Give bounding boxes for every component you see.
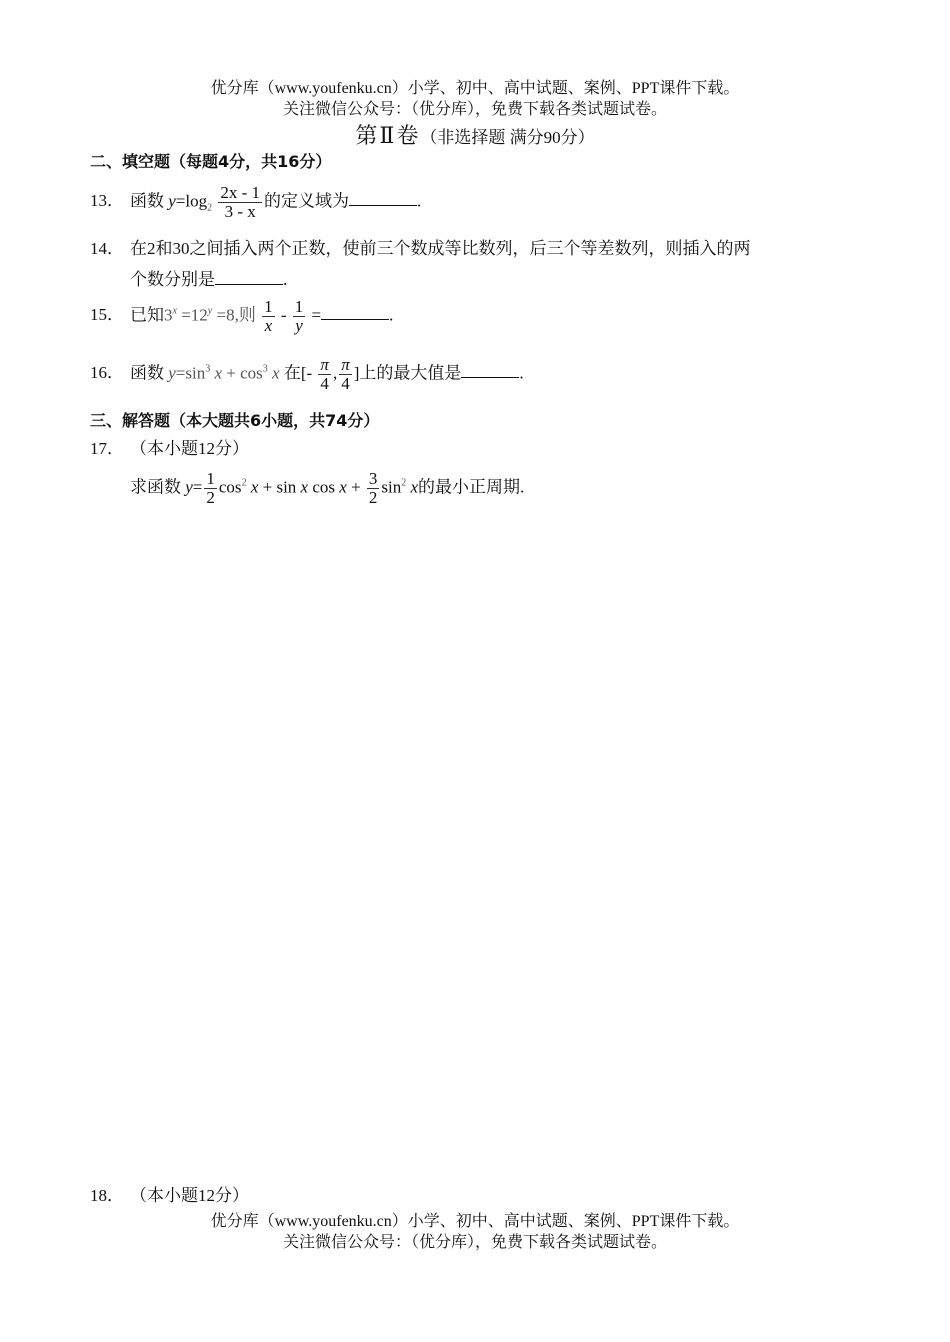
question-16 xyxy=(90,356,524,393)
q15-end: . xyxy=(389,305,394,325)
q15-f1-den: x xyxy=(264,316,273,335)
q13-answer-blank xyxy=(349,187,417,206)
q17-f2-den: 2 xyxy=(368,488,378,507)
question-17-body xyxy=(130,470,524,507)
question-15-number: 15． xyxy=(90,305,124,325)
q13-base: 2 xyxy=(207,202,213,214)
q16-tail: ]上的最大值是 xyxy=(353,363,462,383)
q15-y-exp: y xyxy=(207,305,213,317)
q16-comma: , xyxy=(332,363,338,383)
q16-lead: 函数 xyxy=(130,363,164,383)
q16-x-1: x xyxy=(214,363,223,383)
q17-lead: 求函数 xyxy=(130,477,181,497)
q15-three: 3 xyxy=(164,305,173,325)
q16-in: 在[- xyxy=(283,363,313,383)
q18-score: （本小题12分） xyxy=(130,1186,249,1205)
q16-fraction-1 xyxy=(318,356,331,393)
q17-fraction-1 xyxy=(204,470,217,507)
q15-lead: 已知 xyxy=(130,305,164,325)
q17-score: （本小题12分） xyxy=(130,439,249,458)
q14-end: . xyxy=(283,270,288,289)
q17-f2-num: 3 xyxy=(368,469,378,488)
q17-f1-num: 1 xyxy=(206,469,215,488)
q13-lead: 函数 xyxy=(130,191,164,211)
q16-cube-1: 3 xyxy=(205,363,211,375)
question-14-number: 14． xyxy=(90,239,124,258)
q15-fraction-2 xyxy=(293,298,306,335)
q15-fraction-1 xyxy=(262,298,275,335)
q13-eq-log: =log xyxy=(175,191,208,211)
q17-mid: + sin xyxy=(262,477,297,497)
question-17-number: 17． xyxy=(90,439,124,458)
q17-plus: + xyxy=(351,477,361,497)
q16-y: y xyxy=(168,363,176,383)
question-13-number: 13． xyxy=(90,191,124,211)
q13-end: . xyxy=(417,191,422,211)
q16-answer-blank xyxy=(461,359,519,378)
q16-fraction-2 xyxy=(339,356,352,393)
question-18 xyxy=(90,1184,249,1208)
question-15 xyxy=(90,298,393,335)
q13-numerator: 2x - 1 xyxy=(220,183,261,202)
section-heading-solutions: 三、解答题（本大题共6小题，共74分） xyxy=(90,411,380,430)
question-17 xyxy=(90,437,249,461)
q16-cube-2: 3 xyxy=(262,363,268,375)
q17-sq-2: 2 xyxy=(401,477,407,489)
q17-cos2: cos xyxy=(218,477,242,497)
q17-sin2: sin xyxy=(381,477,402,497)
q13-denominator: 3 - x xyxy=(224,202,256,221)
q16-x-2: x xyxy=(272,363,280,383)
q16-f1-num: π xyxy=(320,355,329,374)
header-line-1: 优分库（www.youfenku.cn）小学、初中、高中试题、案例、PPT课件下载。 xyxy=(210,80,740,97)
q16-f2-den: 4 xyxy=(341,374,350,393)
q13-tail: 的定义域为 xyxy=(264,191,350,211)
q17-x-2: x xyxy=(300,477,309,497)
header-line-2: 关注微信公众号：（优分库），免费下载各类试题试卷。 xyxy=(282,101,667,118)
part-title xyxy=(0,119,950,150)
q17-x-3: x xyxy=(339,477,347,497)
q13-fraction xyxy=(218,184,262,221)
q16-f1-den: 4 xyxy=(320,374,329,393)
q16-eq-sin: =sin xyxy=(175,363,206,383)
q15-eq12: =12 xyxy=(181,305,208,325)
q17-x-1: x xyxy=(250,477,259,497)
q17-eq: = xyxy=(192,477,203,497)
q15-f2-num: 1 xyxy=(294,297,304,316)
q17-cos: cos xyxy=(312,477,336,497)
q15-x-exp: x xyxy=(172,305,177,317)
footer-line-1: 优分库（www.youfenku.cn）小学、初中、高中试题、案例、PPT课件下载。 xyxy=(210,1213,740,1230)
q16-end: . xyxy=(519,363,524,383)
question-14 xyxy=(90,237,751,261)
q17-fraction-2 xyxy=(367,470,380,507)
part-title-main: 第Ⅱ卷 xyxy=(355,123,421,148)
part-title-note: （非选择题 满分90分） xyxy=(420,128,595,147)
q17-y: y xyxy=(185,477,193,497)
question-18-number: 18． xyxy=(90,1186,124,1205)
q15-equals: = xyxy=(311,305,322,325)
footer-line-2: 关注微信公众号：（优分库），免费下载各类试题试卷。 xyxy=(282,1234,667,1251)
q15-f2-den: y xyxy=(295,316,303,335)
q14-line-1: 在2和30之间插入两个正数，使前三个数成等比数列，后三个等差数列，则插入的两 xyxy=(130,239,751,258)
q16-f2-num: π xyxy=(341,355,350,374)
q14-answer-blank xyxy=(215,266,283,285)
q15-minus: - xyxy=(280,305,287,325)
q15-f1-num: 1 xyxy=(264,297,273,316)
section-heading-fill-in: 二、填空题（每题4分，共16分） xyxy=(90,152,332,171)
q17-tail: 的最小正周期. xyxy=(418,477,525,497)
q17-sq-1: 2 xyxy=(241,477,247,489)
question-14-cont xyxy=(130,266,287,292)
q14-line-2: 个数分别是 xyxy=(130,270,215,289)
question-13 xyxy=(90,184,421,221)
question-16-number: 16． xyxy=(90,363,124,383)
q13-y: y xyxy=(168,191,176,211)
q17-f1-den: 2 xyxy=(206,488,215,507)
q16-plus-cos: + cos xyxy=(226,363,263,383)
q15-answer-blank xyxy=(321,301,389,320)
q17-x-4: x xyxy=(410,477,419,497)
q15-eq8: =8,则 xyxy=(216,305,256,325)
